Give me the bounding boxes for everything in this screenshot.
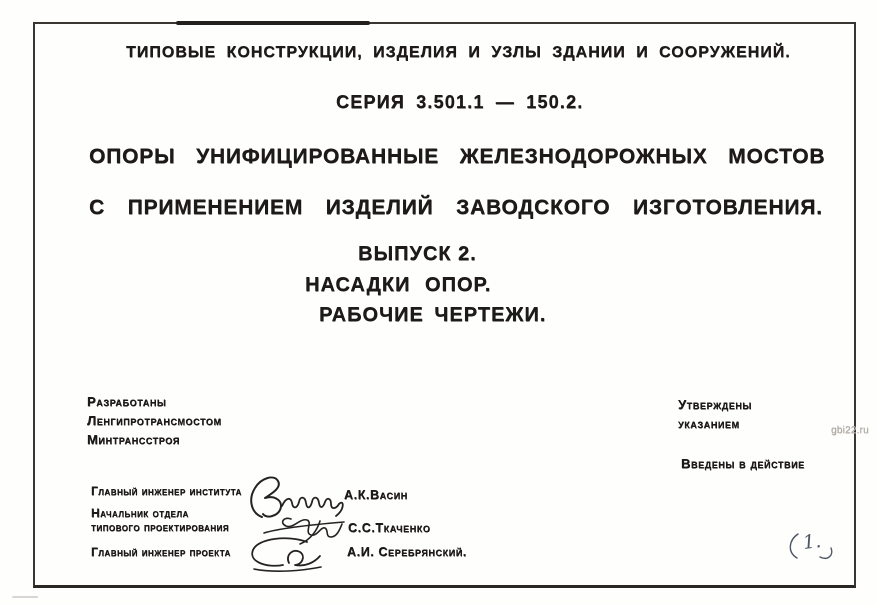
title-line-2: С ПРИМЕНЕНИЕМ ИЗДЕЛИЙ ЗАВОДСКОГО ИЗГОТОВЛЕНИЯ. bbox=[89, 196, 823, 219]
signature-role-1: Главный инженер института bbox=[91, 484, 242, 498]
series-number-line: СЕРИЯ 3.501.1 — 150.2. bbox=[336, 92, 584, 112]
issue-line: ВЫПУСК 2. bbox=[358, 243, 477, 265]
page-number-mark bbox=[782, 527, 838, 563]
category-line: ТИПОВЫЕ КОНСТРУКЦИИ, ИЗДЕЛИЯ И УЗЛЫ ЗДАНИИ И СООРУЖЕНИЙ. bbox=[126, 44, 791, 61]
subtitle-line-1: НАСАДКИ ОПОР. bbox=[305, 274, 492, 296]
signature-name-1: А.К.Васин bbox=[344, 488, 408, 502]
scan-artifact bbox=[12, 596, 38, 598]
signature-name-3: А.И. Серебрянский. bbox=[347, 545, 467, 559]
developed-line-1: Разработаны bbox=[87, 394, 167, 409]
signature-role-2-line-2: типового проектирования bbox=[91, 519, 230, 534]
developed-line-2: Ленгипротрансмостом bbox=[87, 413, 222, 428]
signature-name-2: С.С.Ткаченко bbox=[348, 521, 431, 535]
title-line-1: ОПОРЫ УНИФИЦИРОВАННЫЕ ЖЕЛЕЗНОДОРОЖНЫХ МОСТОВ bbox=[89, 145, 826, 168]
signature-role-2 bbox=[91, 507, 229, 534]
developed-line-3: Минтрансстроя bbox=[87, 432, 180, 447]
signature-role-3: Главный инженер проекта bbox=[91, 545, 231, 559]
signature-role-2-line-1: Начальник отдела bbox=[91, 506, 189, 520]
approved-line-2: указанием bbox=[678, 416, 740, 431]
approved-block bbox=[678, 395, 752, 433]
border-heavy-ink-segment bbox=[176, 21, 370, 25]
approved-line-1: Утверждены bbox=[678, 397, 752, 412]
watermark-text: gbi22.ru bbox=[831, 425, 869, 436]
page-number-value: 1. bbox=[801, 529, 823, 555]
enacted-line: Введены в действие bbox=[681, 456, 805, 471]
subtitle-line-2: РАБОЧИЕ ЧЕРТЕЖИ. bbox=[319, 304, 547, 326]
signature-ink-serebryansky bbox=[245, 533, 325, 575]
developed-by-block bbox=[87, 392, 222, 449]
